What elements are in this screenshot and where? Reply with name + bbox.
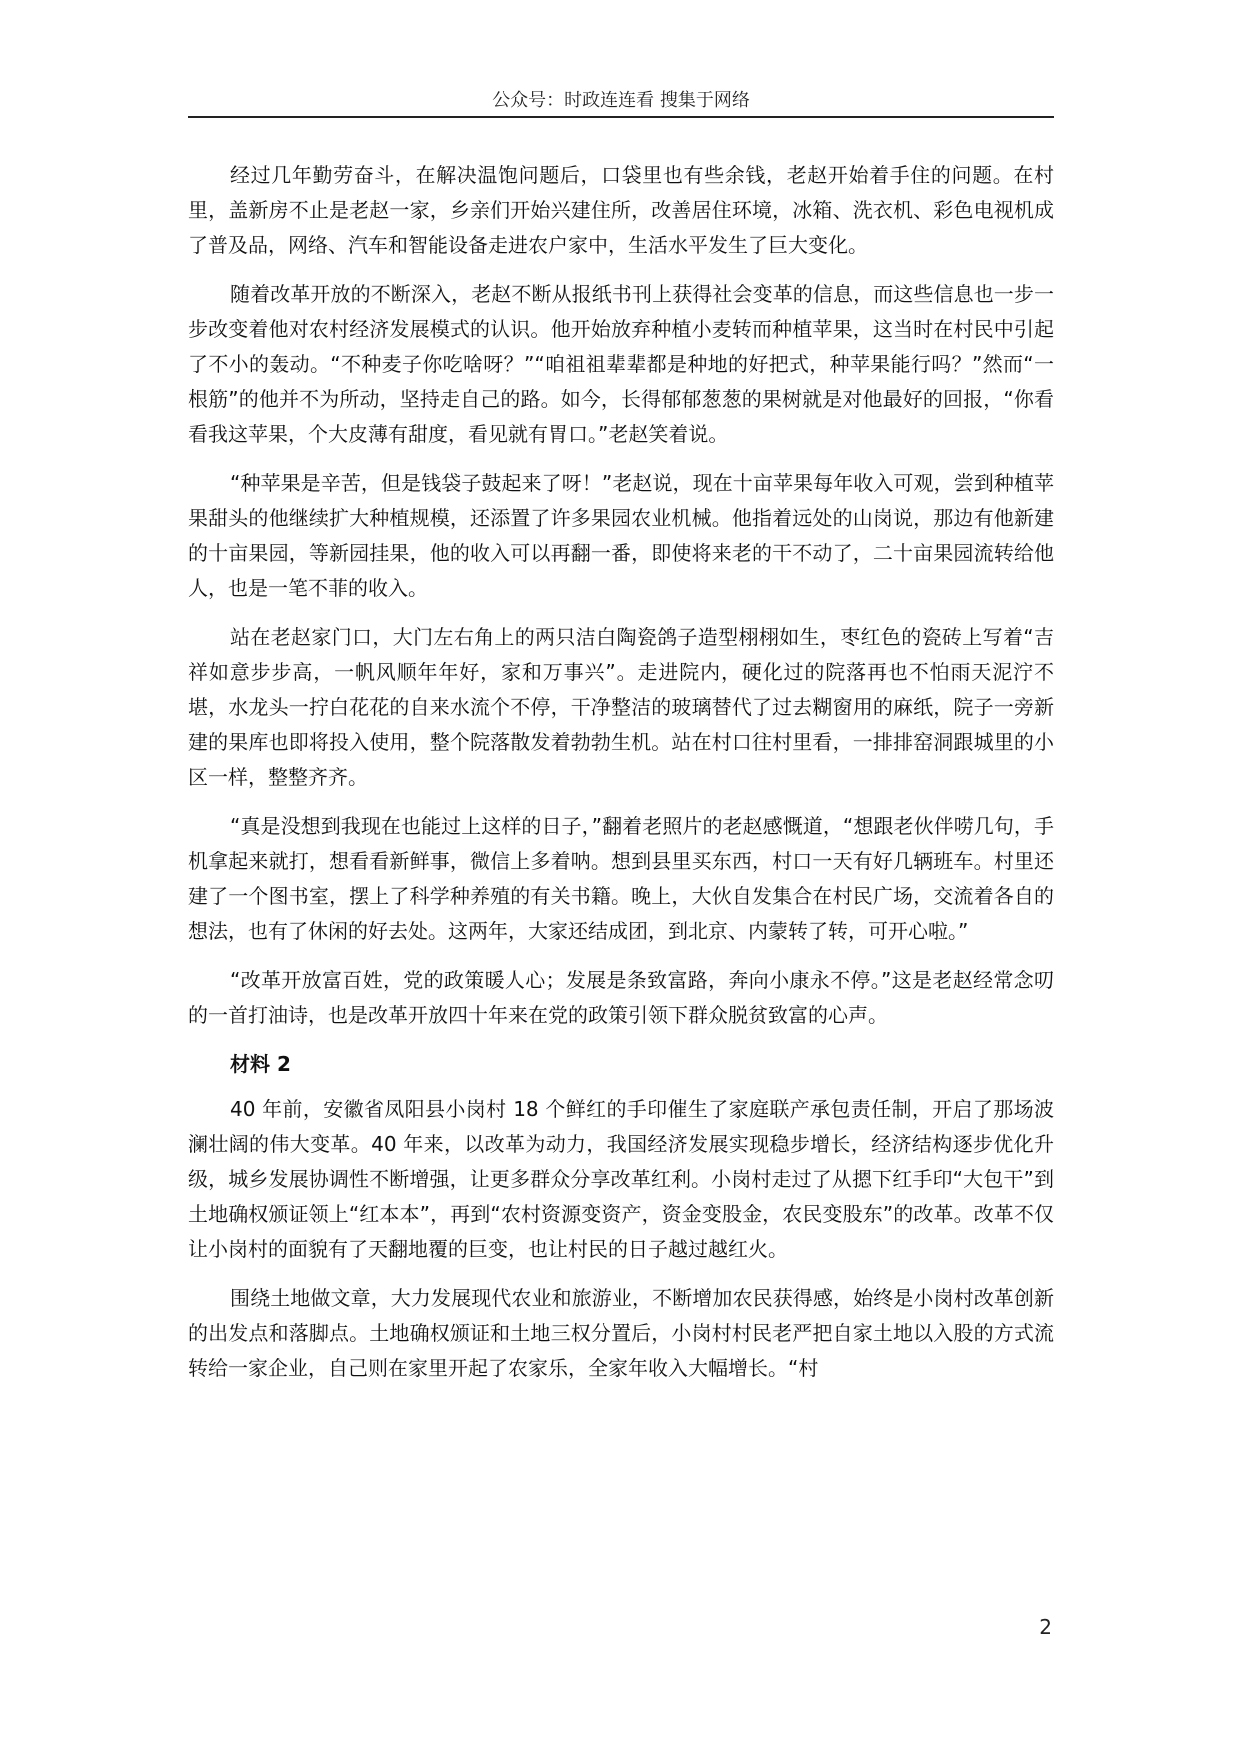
header-text: 公众号：时政连连看 搜集于网络 (492, 90, 750, 111)
body-paragraph-8: 围绕土地做文章，大力发展现代农业和旅游业，不断增加农民获得感，始终是小岗村改革创新的出发点和落脚点。土地确权颁证和土地三权分置后，小岗村村民老严把自家土地以入股的方式流转给一家企业，自己则在家里开起了农家乐，全家年收入大幅增长。“村 (188, 1286, 1054, 1380)
section-title-material-2: 材料 2 (230, 1052, 291, 1076)
page-header (188, 88, 1054, 114)
document-body (188, 158, 1054, 1400)
body-paragraph-4: 站在老赵家门口，大门左右角上的两只洁白陶瓷鸽子造型栩栩如生，枣红色的瓷砖上写着“吉祥如意步步高，一帆风顺年年好，家和万事兴”。走进院内，硬化过的院落再也不怕雨天泥泞不堪，水龙头一拧白花花的自来水流个不停，干净整洁的玻璃替代了过去糊窗用的麻纸，院子一旁新建的果库也即将投入使用，整个院落散发着勃勃生机。站在村口往村里看，一排排窑洞跟城里的小区一样，整整齐齐。 (188, 625, 1054, 789)
body-paragraph-2: 随着改革开放的不断深入，老赵不断从报纸书刊上获得社会变革的信息，而这些信息也一步一步改变着他对农村经济发展模式的认识。他开始放弃种植小麦转而种植苹果，这当时在村民中引起了不小的轰动。“不种麦子你吃啥呀？”“咱祖祖辈辈都是种地的好把式，种苹果能行吗？”然而“一根筋”的他并不为所动，坚持走自己的路。如今，长得郁郁葱葱的果树就是对他最好的回报，“你看看我这苹果，个大皮薄有甜度，看见就有胃口。”老赵笑着说。 (188, 282, 1054, 446)
page-number: 2 (1039, 1615, 1052, 1639)
header-divider (188, 116, 1054, 118)
body-paragraph-5: “真是没想到我现在也能过上这样的日子，”翻着老照片的老赵感慨道，“想跟老伙伴唠几句，手机拿起来就打，想看看新鲜事，微信上多着呐。想到县里买东西，村口一天有好几辆班车。村里还建了一个图书室，摆上了科学种养殖的有关书籍。晚上，大伙自发集合在村民广场，交流着各自的想法，也有了休闲的好去处。这两年，大家还结成团，到北京、内蒙转了转，可开心啦。” (188, 814, 1054, 943)
body-paragraph-6: “改革开放富百姓，党的政策暖人心；发展是条致富路，奔向小康永不停。”这是老赵经常念叨的一首打油诗，也是改革开放四十年来在党的政策引领下群众脱贫致富的心声。 (188, 968, 1054, 1027)
body-paragraph-7: 40 年前，安徽省凤阳县小岗村 18 个鲜红的手印催生了家庭联产承包责任制，开启了那场波澜壮阔的伟大变革。40 年来，以改革为动力，我国经济发展实现稳步增长，经济结构逐步优化升级，城乡发展协调性不断增强，让更多群众分享改革红利。小岗村走过了从摁下红手印“大包干”到土地确权颁证领上“红本本”，再到“农村资源变资产，资金变股金，农民变股东”的改革。改革不仅让小岗村的面貌有了天翻地覆的巨变，也让村民的日子越过越红火。 (188, 1097, 1054, 1261)
body-paragraph-3: “种苹果是辛苦，但是钱袋子鼓起来了呀！”老赵说，现在十亩苹果每年收入可观，尝到种植苹果甜头的他继续扩大种植规模，还添置了许多果园农业机械。他指着远处的山岗说，那边有他新建的十亩果园，等新园挂果，他的收入可以再翻一番，即使将来老的干不动了，二十亩果园流转给他人，也是一笔不菲的收入。 (188, 471, 1054, 600)
body-paragraph-1: 经过几年勤劳奋斗，在解决温饱问题后，口袋里也有些余钱，老赵开始着手住的问题。在村里，盖新房不止是老赵一家，乡亲们开始兴建住所，改善居住环境，冰箱、洗衣机、彩色电视机成了普及品，网络、汽车和智能设备走进农户家中，生活水平发生了巨大变化。 (188, 163, 1054, 257)
